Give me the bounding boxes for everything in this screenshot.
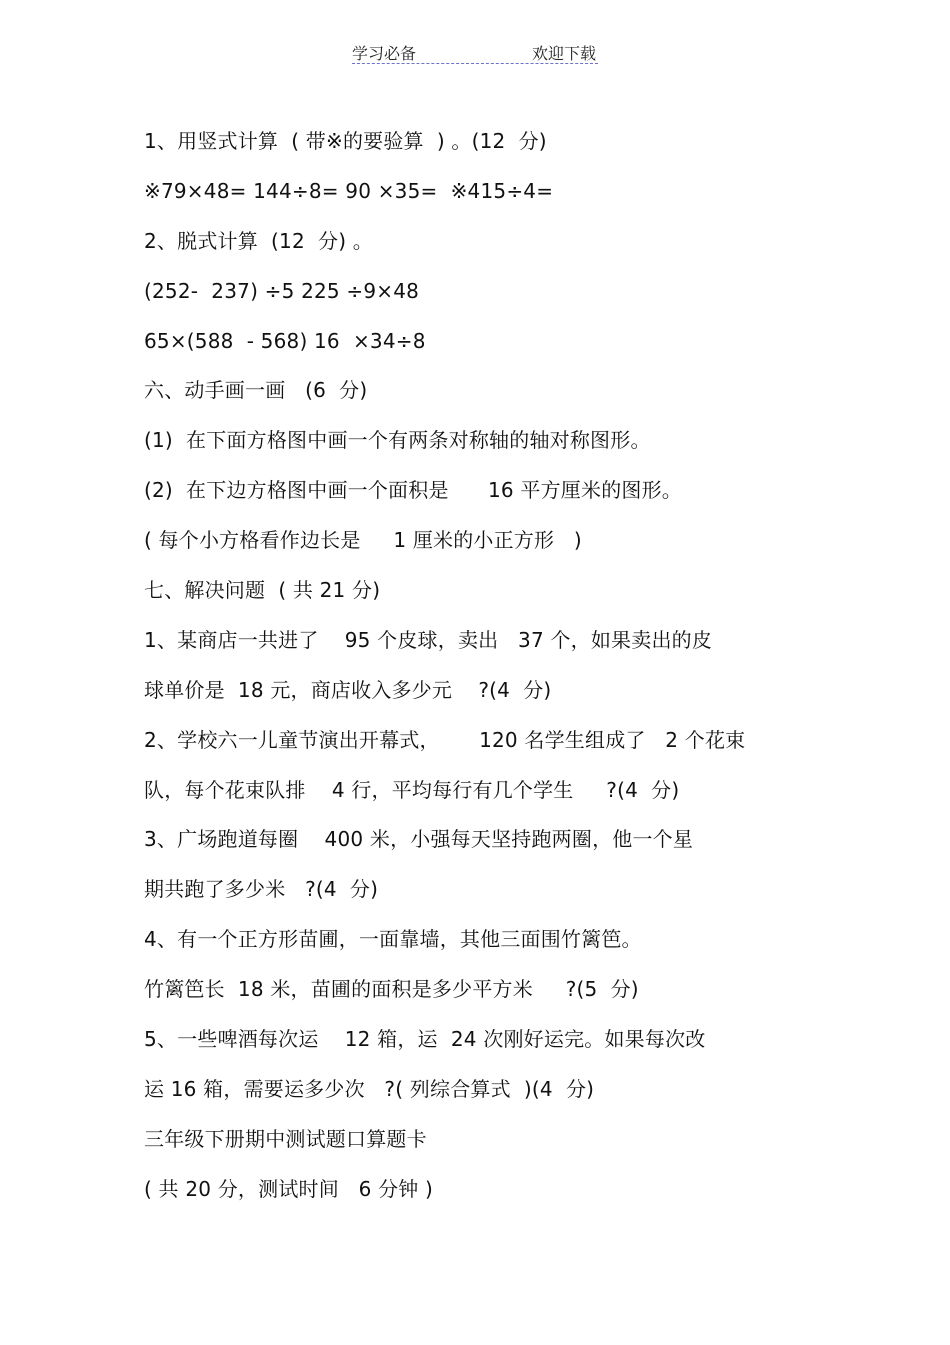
page-header (352, 41, 598, 65)
header-divider (352, 63, 598, 64)
problem-2-line-2: 队，每个花束队排 4 行，平均每行有几个学生 ?(4 分) (144, 777, 680, 802)
question-1-expressions: ※79×48= 144÷8= 90 ×35= ※415÷4= (144, 178, 554, 203)
problem-3-line-1: 3、广场跑道每圈 400 米，小强每天坚持跑两圈，他一个星 (144, 827, 694, 852)
problem-2-line-1: 2、学校六一儿童节演出开幕式， 120 名学生组成了 2 个花束 (144, 727, 746, 752)
section-7-heading: 七、解决问题 ( 共 21 分) (144, 578, 381, 603)
question-1-heading: 1、用竖式计算 ( 带※的要验算 ) 。(12 分) (144, 129, 547, 153)
section-6-item-2: (2) 在下边方格图中画一个面积是 16 平方厘米的图形。 (144, 478, 682, 503)
question-2-heading: 2、脱式计算 (12 分) 。 (144, 228, 373, 253)
question-2-expressions-a: (252- 237) ÷5 225 ÷9×48 (144, 278, 420, 303)
problem-4-line-2: 竹篱笆长 18 米，苗圃的面积是多少平方米 ?(5 分) (144, 977, 639, 1002)
problem-5-line-1: 5、一些啤酒每次运 12 箱，运 24 次刚好运完。如果每次改 (144, 1027, 706, 1052)
section-6-heading: 六、动手画一画 (6 分) (144, 378, 368, 403)
problem-5-line-2: 运 16 箱，需要运多少次 ?( 列综合算式 )(4 分) (144, 1076, 595, 1101)
problem-4-line-1: 4、有一个正方形苗圃，一面靠墙，其他三面围竹篱笆。 (144, 927, 642, 952)
document-body (144, 123, 904, 1221)
problem-3-line-2: 期共跑了多少米 ?(4 分) (144, 877, 379, 902)
oral-calc-card-note: ( 共 20 分，测试时间 6 分钟 ) (144, 1176, 434, 1201)
header-right-text: 欢迎下载 (531, 44, 596, 63)
section-6-item-1: (1) 在下面方格图中画一个有两条对称轴的轴对称图形。 (144, 428, 651, 453)
section-6-note: ( 每个小方格看作边长是 1 厘米的小正方形 ) (144, 528, 582, 553)
oral-calc-card-title: 三年级下册期中测试题口算题卡 (144, 1126, 427, 1151)
problem-1-line-1: 1、某商店一共进了 95 个皮球，卖出 37 个，如果卖出的皮 (144, 627, 713, 652)
header-left-text: 学习必备 (352, 44, 417, 63)
problem-1-line-2: 球单价是 18 元，商店收入多少元 ?(4 分) (144, 677, 552, 702)
question-2-expressions-b: 65×(588 - 568) 16 ×34÷8 (144, 328, 426, 353)
